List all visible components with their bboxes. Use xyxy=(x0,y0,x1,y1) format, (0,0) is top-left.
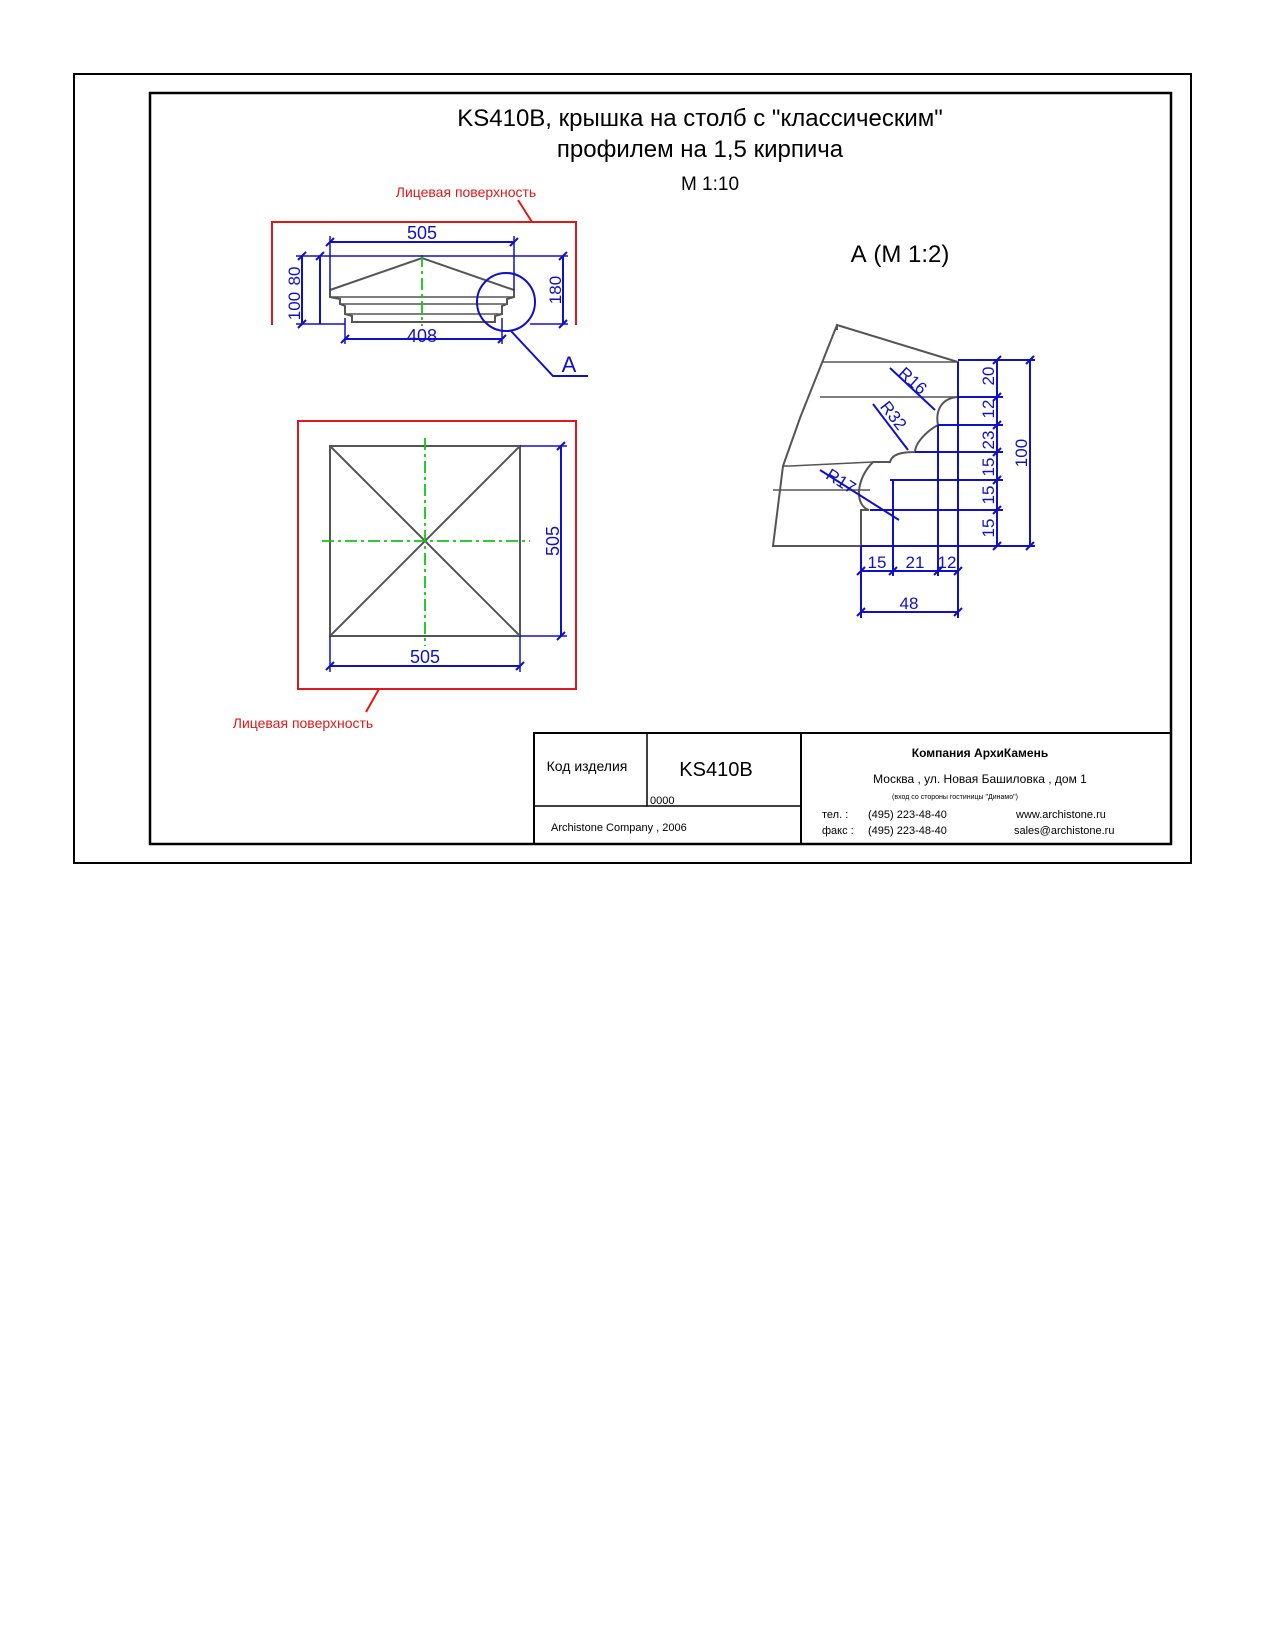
front-dim-top-width: 505 xyxy=(406,223,438,243)
title-block-tel-label: тел. : xyxy=(822,809,849,821)
front-dim-left-a: 100 xyxy=(285,291,304,321)
detail-title: А (М 1:2) xyxy=(850,241,950,268)
detail-hdim-total: 48 xyxy=(899,594,919,613)
detail-vdim-2: 12 xyxy=(979,399,998,419)
drawing-title-line1: KS410B, крышка на столб с "классическим" xyxy=(457,105,943,132)
detail-vdim-4: 15 xyxy=(979,457,998,477)
title-block-address: Москва , ул. Новая Башиловка , дом 1 xyxy=(873,772,1087,786)
detail-vdim-6: 15 xyxy=(979,518,998,538)
top-dim-height: 505 xyxy=(543,525,563,557)
title-block-email: sales@archistone.ru xyxy=(1014,825,1115,837)
title-block-copyright: Archistone Company , 2006 xyxy=(551,822,687,834)
front-dim-left-b: 80 xyxy=(285,266,304,286)
title-block-tel-value: (495) 223-48-40 xyxy=(868,809,947,821)
drawing-title-line2: профилем на 1,5 кирпича xyxy=(556,136,844,163)
title-block-company: Компания АрхиКамень xyxy=(911,746,1049,760)
title-block-code-value: KS410B xyxy=(679,759,753,781)
detail-callout-letter: А xyxy=(561,352,577,377)
detail-hdim-3: 12 xyxy=(937,553,957,572)
detail-vdim-5: 15 xyxy=(979,485,998,505)
drawing-scale: М 1:10 xyxy=(680,174,740,195)
detail-view xyxy=(773,241,1035,618)
detail-profile xyxy=(773,325,958,546)
top-dim-width: 505 xyxy=(409,647,441,667)
title-block-fax-label: факс : xyxy=(822,825,854,837)
title-block-website: www.archistone.ru xyxy=(1016,809,1106,821)
detail-vdim-total: 100 xyxy=(1012,438,1031,468)
face-leader-top xyxy=(518,200,532,222)
detail-hdim-2: 21 xyxy=(905,553,925,572)
title-block xyxy=(534,733,1171,844)
top-view xyxy=(233,421,576,731)
detail-radius-3: R17 xyxy=(822,465,860,498)
inner-frame xyxy=(150,93,1171,844)
outer-frame xyxy=(74,74,1191,863)
title-block-address-note: (вход со стороны гостиницы "Динамо") xyxy=(892,794,1018,801)
detail-callout-leader xyxy=(511,331,588,376)
detail-radius-1: R16 xyxy=(894,363,931,399)
detail-hdim-1: 15 xyxy=(867,553,887,572)
detail-radius-2: R32 xyxy=(876,397,911,434)
detail-vdim-3: 23 xyxy=(979,430,998,450)
title-block-fax-value: (495) 223-48-40 xyxy=(868,825,947,837)
title-block-code-number: 0000 xyxy=(650,795,675,807)
title-block-code-label: Код изделия xyxy=(546,758,628,774)
face-leader-bottom xyxy=(366,689,379,712)
front-dim-bottom-width: 408 xyxy=(406,326,438,346)
front-view xyxy=(272,184,588,377)
detail-vdim-1: 20 xyxy=(979,366,998,386)
face-label-top: Лицевая поверхность xyxy=(395,184,537,200)
face-label-bottom: Лицевая поверхность xyxy=(232,715,374,731)
front-dim-right-height: 180 xyxy=(546,275,565,305)
